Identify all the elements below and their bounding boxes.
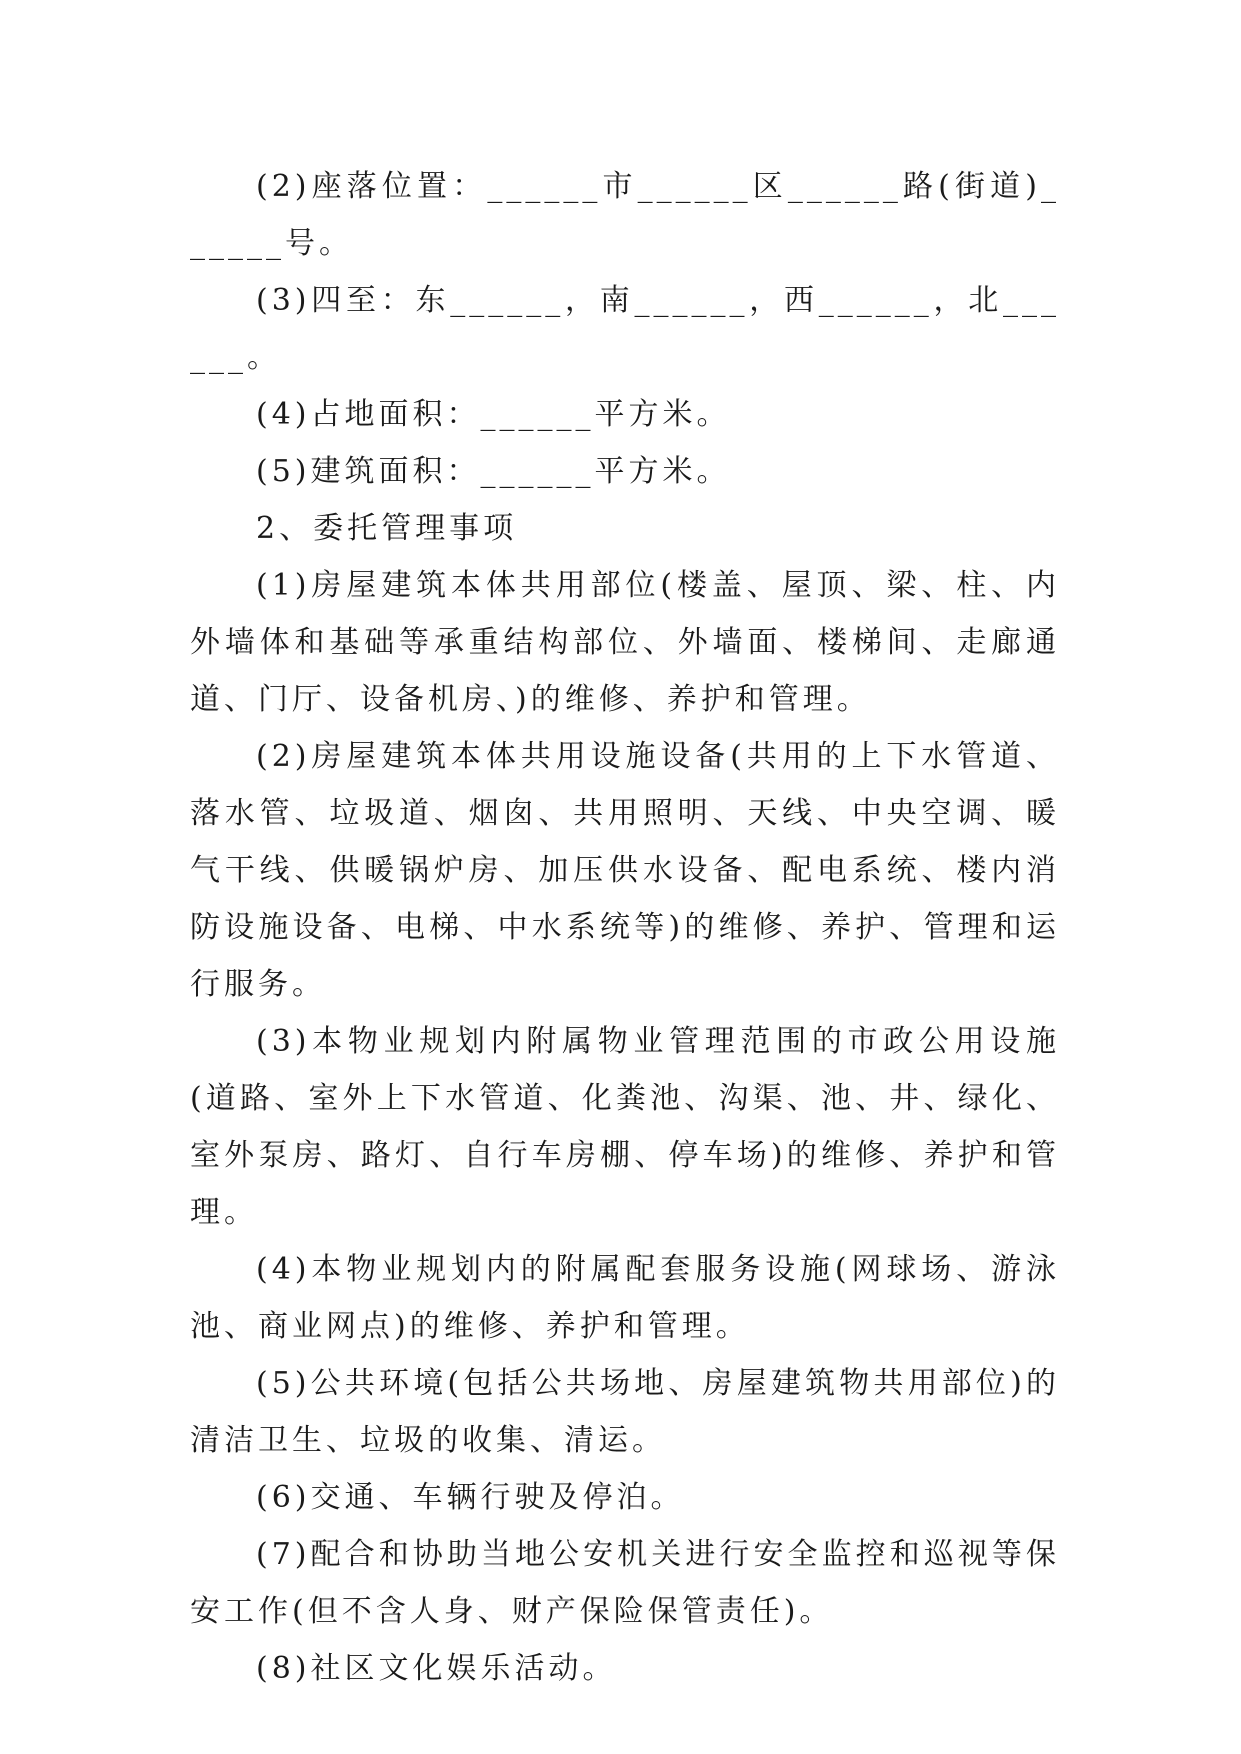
paragraph-building-area: (5)建筑面积：______平方米。 bbox=[256, 454, 731, 489]
paragraph-item-3: (3)本物业规划内附属物业管理范围的市政公用设施(道路、室外上下水管道、化粪池、沟渠、池、井、绿化、室外泵房、路灯、自行车房棚、停车场)的维修、养护和管理。 bbox=[190, 1024, 1060, 1230]
paragraph-item-5: (5)公共环境(包括公共场地、房屋建筑物共用部位)的清洁卫生、垃圾的收集、清运。 bbox=[190, 1366, 1060, 1458]
paragraph-item-6: (6)交通、车辆行驶及停泊。 bbox=[256, 1480, 685, 1515]
paragraph-item-8: (8)社区文化娱乐活动。 bbox=[256, 1651, 617, 1686]
paragraph-land-area: (4)占地面积：______平方米。 bbox=[256, 397, 731, 432]
paragraph-location: (2)座落位置：______市______区______路(街道)______号。 bbox=[190, 169, 1060, 261]
paragraph-item-2: (2)房屋建筑本体共用设施设备(共用的上下水管道、落水管、垃圾道、烟囱、共用照明、天线、中央空调、暖气干线、供暖锅炉房、加压供水设备、配电系统、楼内消防设施设备、电梯、中水系统等)的维修、养护、管理和运行服务。 bbox=[190, 739, 1060, 1002]
paragraph-item-7: (7)配合和协助当地公安机关进行安全监控和巡视等保安工作(但不含人身、财产保险保管责任)。 bbox=[190, 1537, 1060, 1629]
paragraph-item-1: (1)房屋建筑本体共用部位(楼盖、屋顶、梁、柱、内外墙体和基础等承重结构部位、外墙面、楼梯间、走廊通道、门厅、设备机房、)的维修、养护和管理。 bbox=[190, 568, 1060, 717]
paragraph-boundaries: (3)四至：东______，南______，西______，北______。 bbox=[190, 283, 1060, 375]
paragraph-item-4: (4)本物业规划内的附属配套服务设施(网球场、游泳池、商业网点)的维修、养护和管理。 bbox=[190, 1252, 1060, 1344]
document-body bbox=[190, 158, 1060, 1697]
section-heading-management-items: 2、委托管理事项 bbox=[256, 511, 518, 546]
